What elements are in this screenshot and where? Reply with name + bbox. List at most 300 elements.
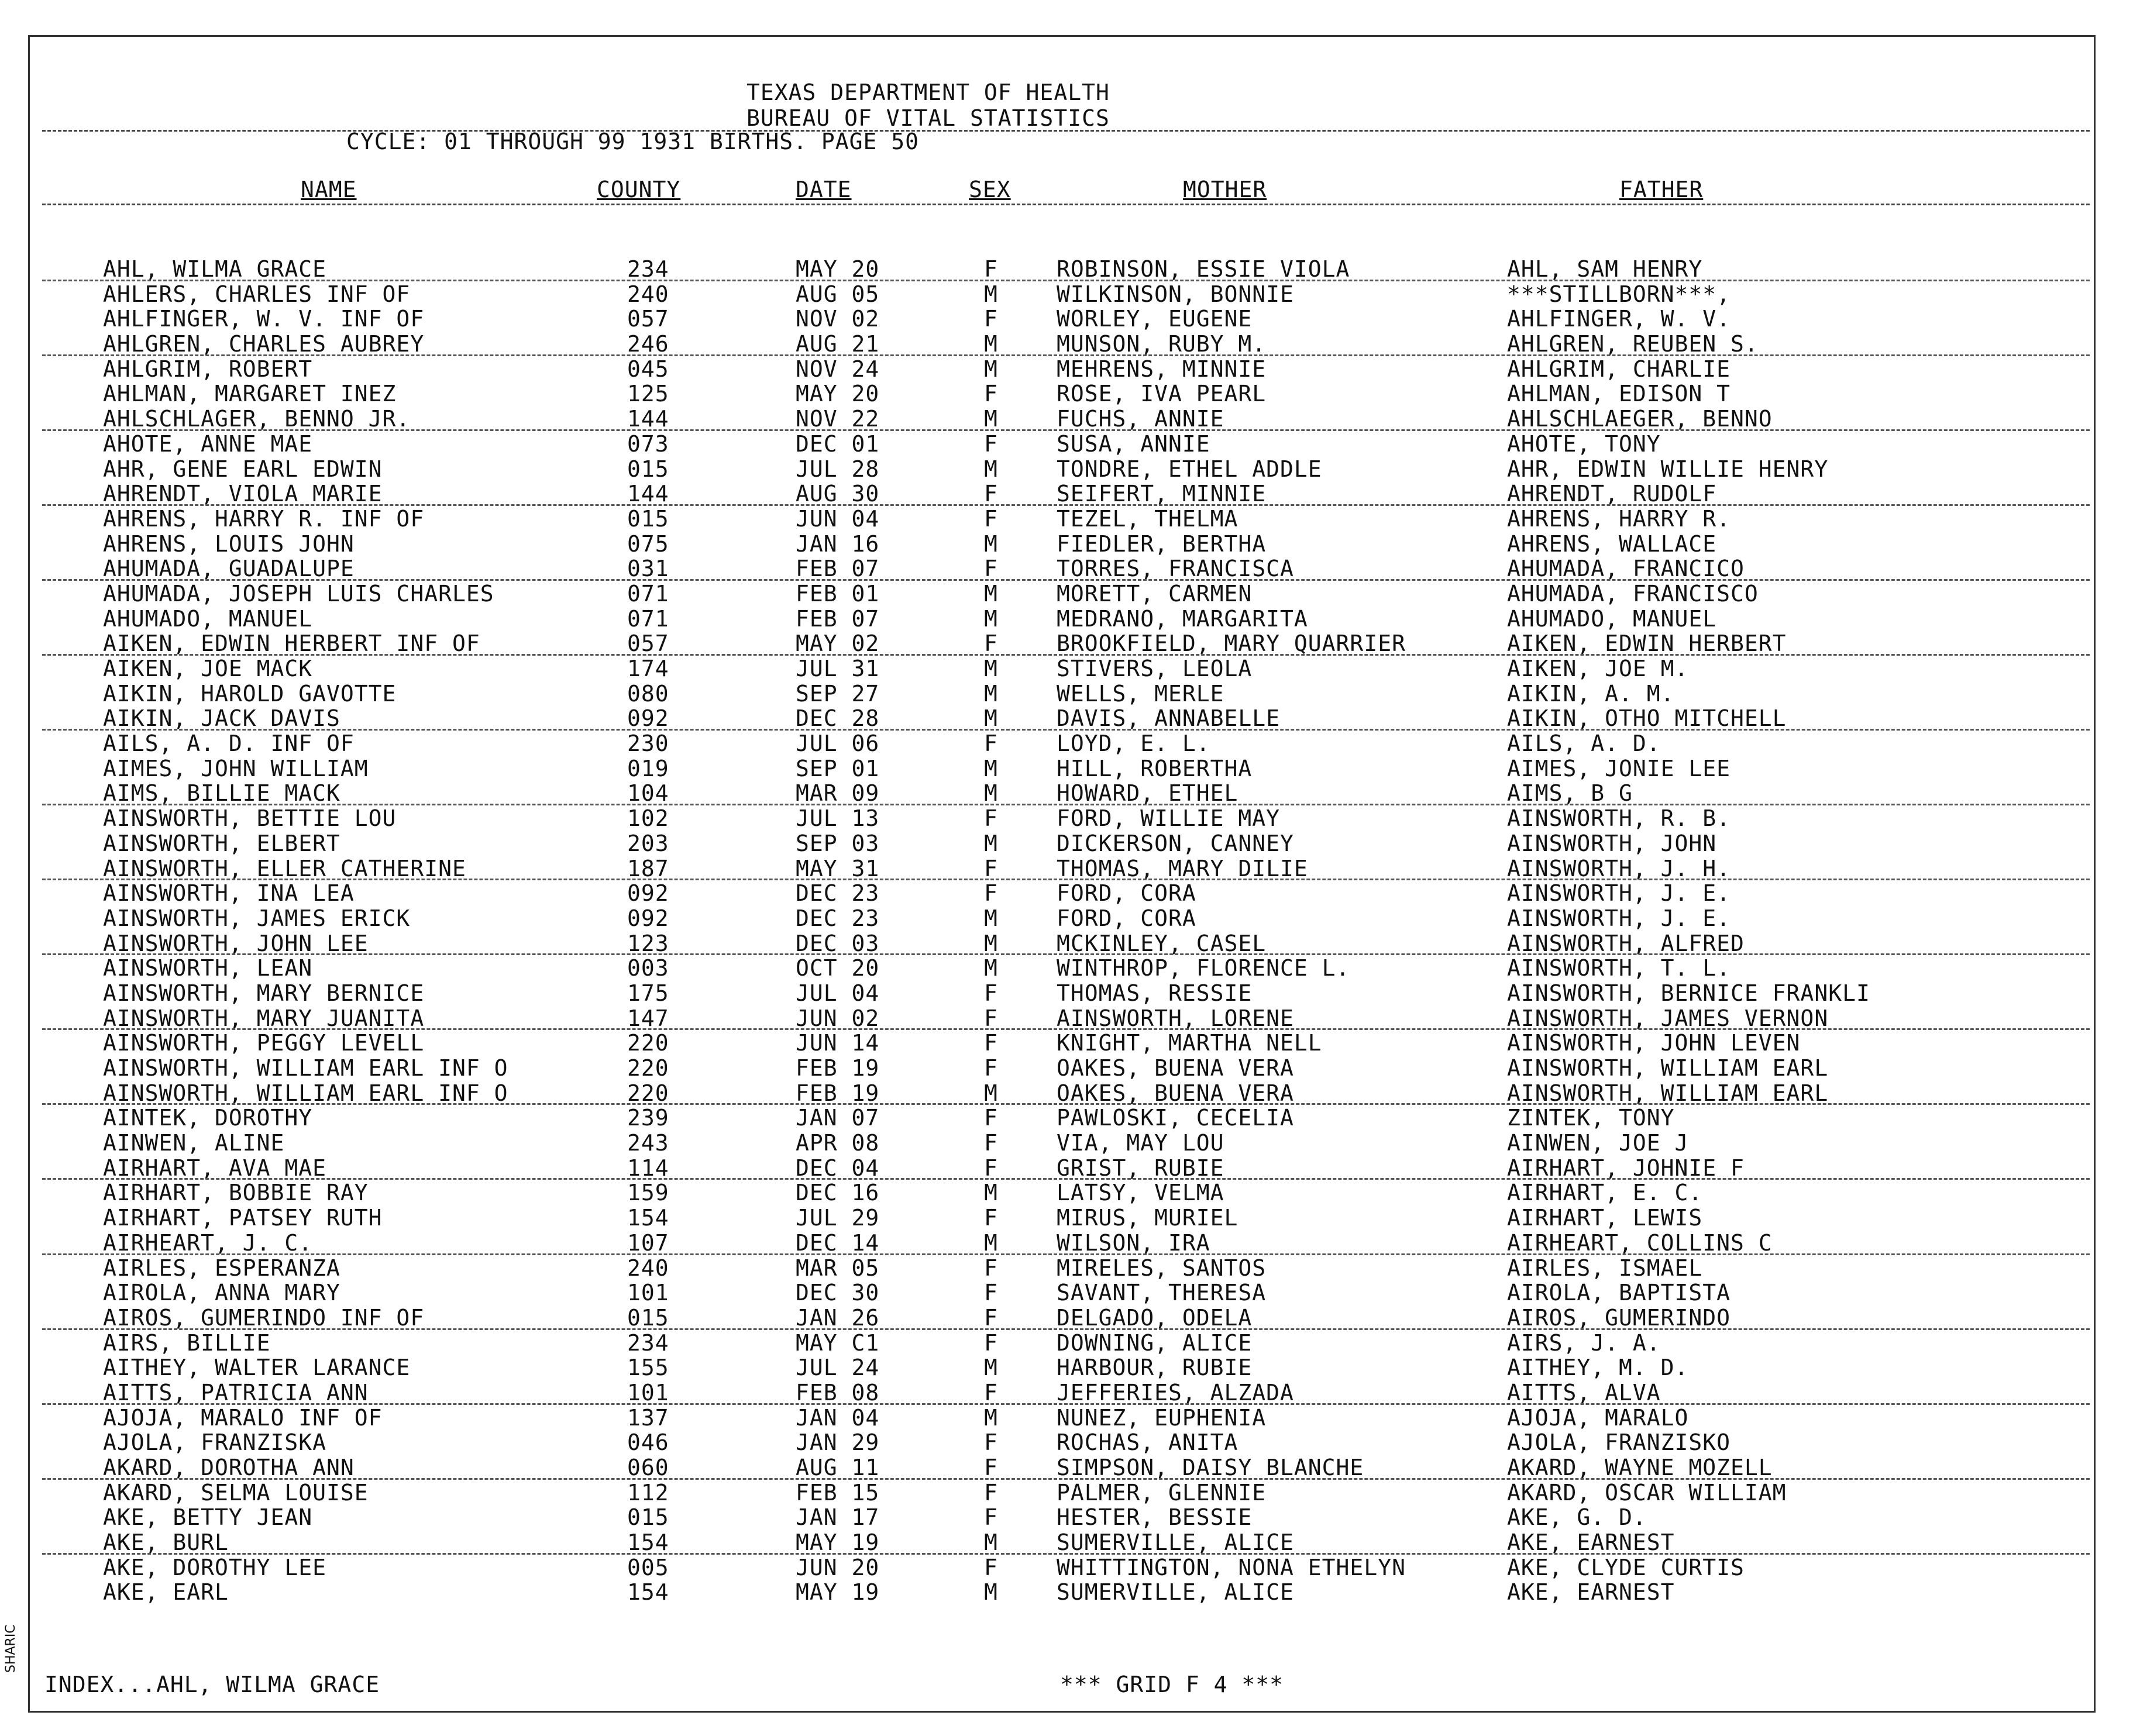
cell-mother: LATSY, VELMA xyxy=(1057,1180,1224,1206)
cell-county: 203 xyxy=(627,830,669,856)
table-row xyxy=(0,1506,2133,1531)
table-row xyxy=(0,482,2133,507)
table-row xyxy=(0,1281,2133,1306)
table-row xyxy=(0,1206,2133,1231)
cell-date: APR 08 xyxy=(796,1130,880,1156)
cell-father: AKE, EARNEST xyxy=(1507,1530,1675,1556)
cell-name: AIKIN, JACK DAVIS xyxy=(103,705,340,732)
cell-sex: F xyxy=(984,1055,998,1081)
cell-county: 220 xyxy=(627,1080,669,1106)
cell-date: DEC 30 xyxy=(796,1280,880,1306)
cell-date: DEC 03 xyxy=(796,930,880,956)
cell-sex: F xyxy=(984,1455,998,1480)
cell-name: AHLGREN, CHARLES AUBREY xyxy=(103,331,425,357)
cell-mother: ROBINSON, ESSIE VIOLA xyxy=(1057,256,1350,282)
cell-date: AUG 30 xyxy=(796,481,880,507)
cell-sex: F xyxy=(984,1554,998,1580)
cell-date: OCT 20 xyxy=(796,955,880,981)
cell-father: AINSWORTH, JAMES VERNON xyxy=(1507,1005,1829,1031)
cell-sex: M xyxy=(984,456,998,482)
cell-mother: DOWNING, ALICE xyxy=(1057,1329,1253,1356)
agency-title: TEXAS DEPARTMENT OF HEALTH xyxy=(746,80,1110,105)
cell-mother: DICKERSON, CANNEY xyxy=(1057,830,1294,856)
grid-footer: *** GRID F 4 *** xyxy=(1060,1672,1284,1697)
cell-sex: F xyxy=(984,1504,998,1531)
cell-mother: ROCHAS, ANITA xyxy=(1057,1430,1238,1456)
cell-sex: F xyxy=(984,381,998,407)
cell-mother: OAKES, BUENA VERA xyxy=(1057,1055,1294,1081)
cell-sex: F xyxy=(984,1005,998,1031)
cell-father: AIRLES, ISMAEL xyxy=(1507,1255,1703,1281)
cell-date: MAY 20 xyxy=(796,381,880,407)
cell-county: 144 xyxy=(627,406,669,432)
cell-county: 107 xyxy=(627,1229,669,1256)
cell-name: AINSWORTH, BETTIE LOU xyxy=(103,805,397,832)
cell-sex: F xyxy=(984,1479,998,1506)
cell-date: DEC 16 xyxy=(796,1180,880,1206)
bureau-title: BUREAU OF VITAL STATISTICS xyxy=(746,105,1110,131)
cell-name: AINSWORTH, LEAN xyxy=(103,955,313,981)
cell-name: AIKIN, HAROLD GAVOTTE xyxy=(103,680,397,707)
cell-date: MAY 20 xyxy=(796,256,880,282)
table-row xyxy=(0,1481,2133,1506)
table-row xyxy=(0,1306,2133,1331)
cell-county: 112 xyxy=(627,1479,669,1506)
column-header-rule xyxy=(42,204,2090,205)
cell-father: AINSWORTH, J. E. xyxy=(1507,905,1731,931)
table-row xyxy=(0,1081,2133,1107)
cell-date: JUN 04 xyxy=(796,505,880,532)
cell-county: 071 xyxy=(627,605,669,632)
cell-name: AINSWORTH, MARY BERNICE xyxy=(103,980,425,1006)
cell-mother: FIEDLER, BERTHA xyxy=(1057,531,1267,557)
table-row xyxy=(0,307,2133,332)
cell-date: JAN 29 xyxy=(796,1430,880,1456)
cell-father: ZINTEK, TONY xyxy=(1507,1105,1675,1131)
cell-sex: F xyxy=(984,1379,998,1406)
table-row xyxy=(0,357,2133,383)
cell-county: 230 xyxy=(627,731,669,757)
cell-father: AHOTE, TONY xyxy=(1507,430,1661,457)
cell-date: NOV 24 xyxy=(796,356,880,382)
cell-county: 092 xyxy=(627,705,669,732)
cell-date: SEP 27 xyxy=(796,680,880,707)
cell-mother: FORD, CORA xyxy=(1057,905,1196,931)
cell-mother: TONDRE, ETHEL ADDLE xyxy=(1057,456,1322,482)
cell-father: AHLFINGER, W. V. xyxy=(1507,306,1731,332)
table-row xyxy=(0,1556,2133,1581)
table-row xyxy=(0,1381,2133,1406)
cell-mother: ROSE, IVA PEARL xyxy=(1057,381,1267,407)
cell-name: AIKEN, JOE MACK xyxy=(103,656,313,681)
cell-date: DEC 01 xyxy=(796,430,880,457)
cell-father: AIRHEART, COLLINS C xyxy=(1507,1229,1773,1256)
cell-name: AHLSCHLAGER, BENNO JR. xyxy=(103,406,411,432)
cell-name: AIROS, GUMERINDO INF OF xyxy=(103,1304,425,1331)
cell-sex: M xyxy=(984,580,998,607)
cell-father: AINSWORTH, JOHN LEVEN xyxy=(1507,1030,1801,1056)
cell-sex: F xyxy=(984,855,998,881)
cell-mother: SUMERVILLE, ALICE xyxy=(1057,1579,1294,1606)
cell-father: AHRENS, HARRY R. xyxy=(1507,505,1731,532)
cell-name: AINSWORTH, WILLIAM EARL INF O xyxy=(103,1055,508,1081)
table-row xyxy=(0,457,2133,483)
cell-sex: F xyxy=(984,1430,998,1456)
cell-father: AITTS, ALVA xyxy=(1507,1379,1661,1406)
cell-mother: LOYD, E. L. xyxy=(1057,731,1210,757)
cell-father: AHRENS, WALLACE xyxy=(1507,531,1717,557)
table-row xyxy=(0,981,2133,1007)
cell-county: 220 xyxy=(627,1055,669,1081)
cell-sex: M xyxy=(984,1530,998,1556)
table-row xyxy=(0,857,2133,882)
table-row xyxy=(0,1580,2133,1606)
cell-mother: WINTHROP, FLORENCE L. xyxy=(1057,955,1350,981)
side-mark: SHARIC xyxy=(4,1624,18,1673)
cell-county: 075 xyxy=(627,531,669,557)
cell-county: 240 xyxy=(627,1255,669,1281)
cell-county: 015 xyxy=(627,505,669,532)
cell-father: AINSWORTH, R. B. xyxy=(1507,805,1731,832)
cell-date: SEP 03 xyxy=(796,830,880,856)
cell-sex: F xyxy=(984,556,998,582)
cell-county: 015 xyxy=(627,456,669,482)
cell-father: AINSWORTH, BERNICE FRANKLI xyxy=(1507,980,1870,1006)
cell-mother: BROOKFIELD, MARY QUARRIER xyxy=(1057,631,1406,657)
cell-mother: MEDRANO, MARGARITA xyxy=(1057,605,1308,632)
cell-county: 092 xyxy=(627,905,669,931)
cell-sex: M xyxy=(984,955,998,981)
cell-mother: HESTER, BESSIE xyxy=(1057,1504,1253,1531)
cell-sex: F xyxy=(984,430,998,457)
column-header-sex: SEX xyxy=(969,177,1011,202)
cell-sex: F xyxy=(984,1304,998,1331)
cell-date: NOV 22 xyxy=(796,406,880,432)
cell-name: AIKEN, EDWIN HERBERT INF OF xyxy=(103,631,480,657)
cell-mother: DELGADO, ODELA xyxy=(1057,1304,1253,1331)
cell-name: AJOLA, FRANZISKA xyxy=(103,1430,327,1456)
cell-date: FEB 07 xyxy=(796,556,880,582)
cell-mother: MEHRENS, MINNIE xyxy=(1057,356,1267,382)
cell-sex: M xyxy=(984,905,998,931)
cell-date: FEB 01 xyxy=(796,580,880,607)
cell-name: AHL, WILMA GRACE xyxy=(103,256,327,282)
table-row xyxy=(0,1131,2133,1156)
cell-name: AJOJA, MARALO INF OF xyxy=(103,1404,383,1431)
table-row xyxy=(0,332,2133,357)
cell-mother: SAVANT, THERESA xyxy=(1057,1280,1267,1306)
cell-sex: F xyxy=(984,481,998,507)
cell-date: AUG 21 xyxy=(796,331,880,357)
cell-county: 057 xyxy=(627,306,669,332)
cell-county: 046 xyxy=(627,1430,669,1456)
cell-mother: MORETT, CARMEN xyxy=(1057,580,1253,607)
cell-date: JUL 28 xyxy=(796,456,880,482)
cell-sex: M xyxy=(984,1080,998,1106)
index-footer: INDEX...AHL, WILMA GRACE xyxy=(44,1672,380,1697)
cell-mother: HILL, ROBERTHA xyxy=(1057,755,1253,781)
cell-sex: M xyxy=(984,930,998,956)
cell-date: MAY C1 xyxy=(796,1329,880,1356)
table-row xyxy=(0,907,2133,932)
table-row xyxy=(0,507,2133,532)
cell-mother: SIMPSON, DAISY BLANCHE xyxy=(1057,1455,1364,1480)
cell-date: JUL 29 xyxy=(796,1205,880,1231)
cell-father: AHRENDT, RUDOLF xyxy=(1507,481,1717,507)
cell-sex: M xyxy=(984,680,998,707)
cell-mother: THOMAS, MARY DILIE xyxy=(1057,855,1308,881)
cell-name: AIRS, BILLIE xyxy=(103,1329,271,1356)
cell-county: 220 xyxy=(627,1030,669,1056)
cell-county: 071 xyxy=(627,580,669,607)
cell-sex: F xyxy=(984,731,998,757)
cell-father: AIRHART, E. C. xyxy=(1507,1180,1703,1206)
cell-county: 234 xyxy=(627,256,669,282)
cell-father: AHUMADA, FRANCISCO xyxy=(1507,580,1759,607)
cell-county: 123 xyxy=(627,930,669,956)
cell-father: AIKIN, OTHO MITCHELL xyxy=(1507,705,1787,732)
cell-sex: M xyxy=(984,1180,998,1206)
cell-name: AIRHART, AVA MAE xyxy=(103,1155,327,1181)
cell-father: AIKEN, EDWIN HERBERT xyxy=(1507,631,1787,657)
cell-name: AHRENS, HARRY R. INF OF xyxy=(103,505,425,532)
cell-name: AINSWORTH, PEGGY LEVELL xyxy=(103,1030,425,1056)
cell-name: AKE, DOROTHY LEE xyxy=(103,1554,327,1580)
table-row xyxy=(0,532,2133,557)
cell-mother: WILSON, IRA xyxy=(1057,1229,1210,1256)
cell-mother: TEZEL, THELMA xyxy=(1057,505,1238,532)
table-row xyxy=(0,1181,2133,1206)
cell-name: AIRHART, BOBBIE RAY xyxy=(103,1180,369,1206)
cell-county: 234 xyxy=(627,1329,669,1356)
table-row xyxy=(0,757,2133,782)
table-row xyxy=(0,781,2133,807)
cell-father: AHLMAN, EDISON T xyxy=(1507,381,1731,407)
cell-father: AIRHART, LEWIS xyxy=(1507,1205,1703,1231)
table-row xyxy=(0,432,2133,457)
cell-name: AHUMADA, JOSEPH LUIS CHARLES xyxy=(103,580,494,607)
cell-date: DEC 28 xyxy=(796,705,880,732)
cell-date: JAN 26 xyxy=(796,1304,880,1331)
cell-father: AIRS, J. A. xyxy=(1507,1329,1661,1356)
cell-mother: NUNEZ, EUPHENIA xyxy=(1057,1404,1267,1431)
cell-father: AHLSCHLAEGER, BENNO xyxy=(1507,406,1773,432)
cell-mother: FORD, CORA xyxy=(1057,880,1196,907)
cell-father: AKARD, OSCAR WILLIAM xyxy=(1507,1479,1787,1506)
cell-date: FEB 19 xyxy=(796,1080,880,1106)
cell-sex: M xyxy=(984,705,998,732)
cell-father: AHLGRIM, CHARLIE xyxy=(1507,356,1731,382)
cell-name: AIROLA, ANNA MARY xyxy=(103,1280,340,1306)
table-row xyxy=(0,707,2133,732)
cell-county: 019 xyxy=(627,755,669,781)
table-row xyxy=(0,1056,2133,1081)
cell-county: 159 xyxy=(627,1180,669,1206)
cell-county: 147 xyxy=(627,1005,669,1031)
cell-mother: SUSA, ANNIE xyxy=(1057,430,1210,457)
cell-mother: SUMERVILLE, ALICE xyxy=(1057,1530,1294,1556)
cell-county: 239 xyxy=(627,1105,669,1131)
cell-father: ***STILLBORN***, xyxy=(1507,281,1731,307)
cell-father: AKARD, WAYNE MOZELL xyxy=(1507,1455,1773,1480)
cell-father: AIROS, GUMERINDO xyxy=(1507,1304,1731,1331)
cell-father: AIKEN, JOE M. xyxy=(1507,656,1689,681)
cell-date: FEB 08 xyxy=(796,1379,880,1406)
cell-county: 104 xyxy=(627,780,669,807)
cell-father: AKE, CLYDE CURTIS xyxy=(1507,1554,1745,1580)
table-row xyxy=(0,1106,2133,1131)
table-row xyxy=(0,582,2133,607)
cell-date: JAN 16 xyxy=(796,531,880,557)
cell-mother: PAWLOSKI, CECELIA xyxy=(1057,1105,1294,1131)
column-header-father: FATHER xyxy=(1619,177,1704,202)
cell-date: JUL 13 xyxy=(796,805,880,832)
table-row xyxy=(0,257,2133,283)
cell-county: 154 xyxy=(627,1530,669,1556)
table-row xyxy=(0,657,2133,682)
cell-county: 031 xyxy=(627,556,669,582)
cell-county: 240 xyxy=(627,281,669,307)
cell-date: NOV 02 xyxy=(796,306,880,332)
table-row xyxy=(0,607,2133,632)
cell-father: AILS, A. D. xyxy=(1507,731,1661,757)
table-row xyxy=(0,732,2133,757)
cell-county: 101 xyxy=(627,1379,669,1406)
cell-mother: OAKES, BUENA VERA xyxy=(1057,1080,1294,1106)
cell-county: 175 xyxy=(627,980,669,1006)
cell-name: AINSWORTH, INA LEA xyxy=(103,880,355,907)
cell-county: 102 xyxy=(627,805,669,832)
cell-sex: F xyxy=(984,631,998,657)
cell-sex: M xyxy=(984,780,998,807)
column-header-name: NAME xyxy=(301,177,357,202)
table-row xyxy=(0,1331,2133,1356)
cell-date: MAY 31 xyxy=(796,855,880,881)
cell-mother: STIVERS, LEOLA xyxy=(1057,656,1253,681)
cell-mother: THOMAS, RESSIE xyxy=(1057,980,1253,1006)
cell-mother: PALMER, GLENNIE xyxy=(1057,1479,1267,1506)
cell-date: DEC 23 xyxy=(796,880,880,907)
cell-sex: M xyxy=(984,755,998,781)
cell-sex: M xyxy=(984,1229,998,1256)
table-row xyxy=(0,557,2133,582)
cell-county: 125 xyxy=(627,381,669,407)
cell-county: 080 xyxy=(627,680,669,707)
table-row xyxy=(0,1007,2133,1032)
table-row xyxy=(0,1031,2133,1056)
cell-sex: M xyxy=(984,331,998,357)
cell-father: AJOLA, FRANZISKO xyxy=(1507,1430,1731,1456)
cell-date: JAN 04 xyxy=(796,1404,880,1431)
cell-name: AKARD, SELMA LOUISE xyxy=(103,1479,369,1506)
cell-father: AJOJA, MARALO xyxy=(1507,1404,1689,1431)
table-row xyxy=(0,832,2133,857)
cell-date: FEB 15 xyxy=(796,1479,880,1506)
cell-sex: F xyxy=(984,1030,998,1056)
cell-date: JUN 02 xyxy=(796,1005,880,1031)
cell-date: FEB 19 xyxy=(796,1055,880,1081)
cell-county: 073 xyxy=(627,430,669,457)
cell-county: 137 xyxy=(627,1404,669,1431)
cell-name: AKE, BURL xyxy=(103,1530,229,1556)
cell-mother: TORRES, FRANCISCA xyxy=(1057,556,1294,582)
cell-date: JUN 20 xyxy=(796,1554,880,1580)
cell-father: AHUMADA, FRANCICO xyxy=(1507,556,1745,582)
cell-name: AINSWORTH, ELLER CATHERINE xyxy=(103,855,466,881)
cell-county: 092 xyxy=(627,880,669,907)
cell-mother: WORLEY, EUGENE xyxy=(1057,306,1253,332)
table-row xyxy=(0,682,2133,707)
cell-father: AINSWORTH, JOHN xyxy=(1507,830,1717,856)
table-row xyxy=(0,881,2133,907)
cell-name: AKE, BETTY JEAN xyxy=(103,1504,313,1531)
cell-sex: M xyxy=(984,406,998,432)
cell-name: AHRENS, LOUIS JOHN xyxy=(103,531,355,557)
cell-father: AHR, EDWIN WILLIE HENRY xyxy=(1507,456,1829,482)
cell-sex: F xyxy=(984,980,998,1006)
cell-sex: M xyxy=(984,356,998,382)
cell-date: JUL 04 xyxy=(796,980,880,1006)
cell-county: 060 xyxy=(627,1455,669,1480)
cell-county: 101 xyxy=(627,1280,669,1306)
cell-father: AKE, G. D. xyxy=(1507,1504,1647,1531)
cell-name: AHUMADO, MANUEL xyxy=(103,605,313,632)
table-row xyxy=(0,1356,2133,1381)
cell-county: 057 xyxy=(627,631,669,657)
cell-father: AINWEN, JOE J xyxy=(1507,1130,1689,1156)
cell-sex: F xyxy=(984,805,998,832)
cell-county: 045 xyxy=(627,356,669,382)
table-row xyxy=(0,956,2133,981)
cell-sex: F xyxy=(984,1205,998,1231)
cell-county: 154 xyxy=(627,1205,669,1231)
cell-date: AUG 11 xyxy=(796,1455,880,1480)
cell-father: AHL, SAM HENRY xyxy=(1507,256,1703,282)
cell-date: DEC 23 xyxy=(796,905,880,931)
cell-father: AINSWORTH, WILLIAM EARL xyxy=(1507,1080,1829,1106)
cell-name: AITHEY, WALTER LARANCE xyxy=(103,1355,411,1381)
cell-father: AINSWORTH, J. E. xyxy=(1507,880,1731,907)
column-header-mother: MOTHER xyxy=(1183,177,1267,202)
cell-date: JUL 06 xyxy=(796,731,880,757)
cell-sex: F xyxy=(984,256,998,282)
cell-date: JAN 17 xyxy=(796,1504,880,1531)
table-row xyxy=(0,382,2133,407)
cell-mother: WILKINSON, BONNIE xyxy=(1057,281,1294,307)
cell-sex: M xyxy=(984,1355,998,1381)
cell-county: 246 xyxy=(627,331,669,357)
cell-county: 015 xyxy=(627,1504,669,1531)
cell-sex: M xyxy=(984,605,998,632)
cell-mother: MIRUS, MURIEL xyxy=(1057,1205,1238,1231)
cell-father: AINSWORTH, ALFRED xyxy=(1507,930,1745,956)
cell-mother: KNIGHT, MARTHA NELL xyxy=(1057,1030,1322,1056)
cell-name: AHOTE, ANNE MAE xyxy=(103,430,313,457)
cell-name: AHLGRIM, ROBERT xyxy=(103,356,313,382)
cell-name: AHUMADA, GUADALUPE xyxy=(103,556,355,582)
cell-father: AKE, EARNEST xyxy=(1507,1579,1675,1606)
cell-mother: VIA, MAY LOU xyxy=(1057,1130,1224,1156)
cell-date: MAY 19 xyxy=(796,1530,880,1556)
cell-mother: SEIFERT, MINNIE xyxy=(1057,481,1267,507)
table-row xyxy=(0,1456,2133,1481)
cell-father: AIRHART, JOHNIE F xyxy=(1507,1155,1745,1181)
cell-sex: M xyxy=(984,656,998,681)
cell-sex: F xyxy=(984,1155,998,1181)
cell-date: JUL 31 xyxy=(796,656,880,681)
cell-date: FEB 07 xyxy=(796,605,880,632)
table-row xyxy=(0,1431,2133,1456)
